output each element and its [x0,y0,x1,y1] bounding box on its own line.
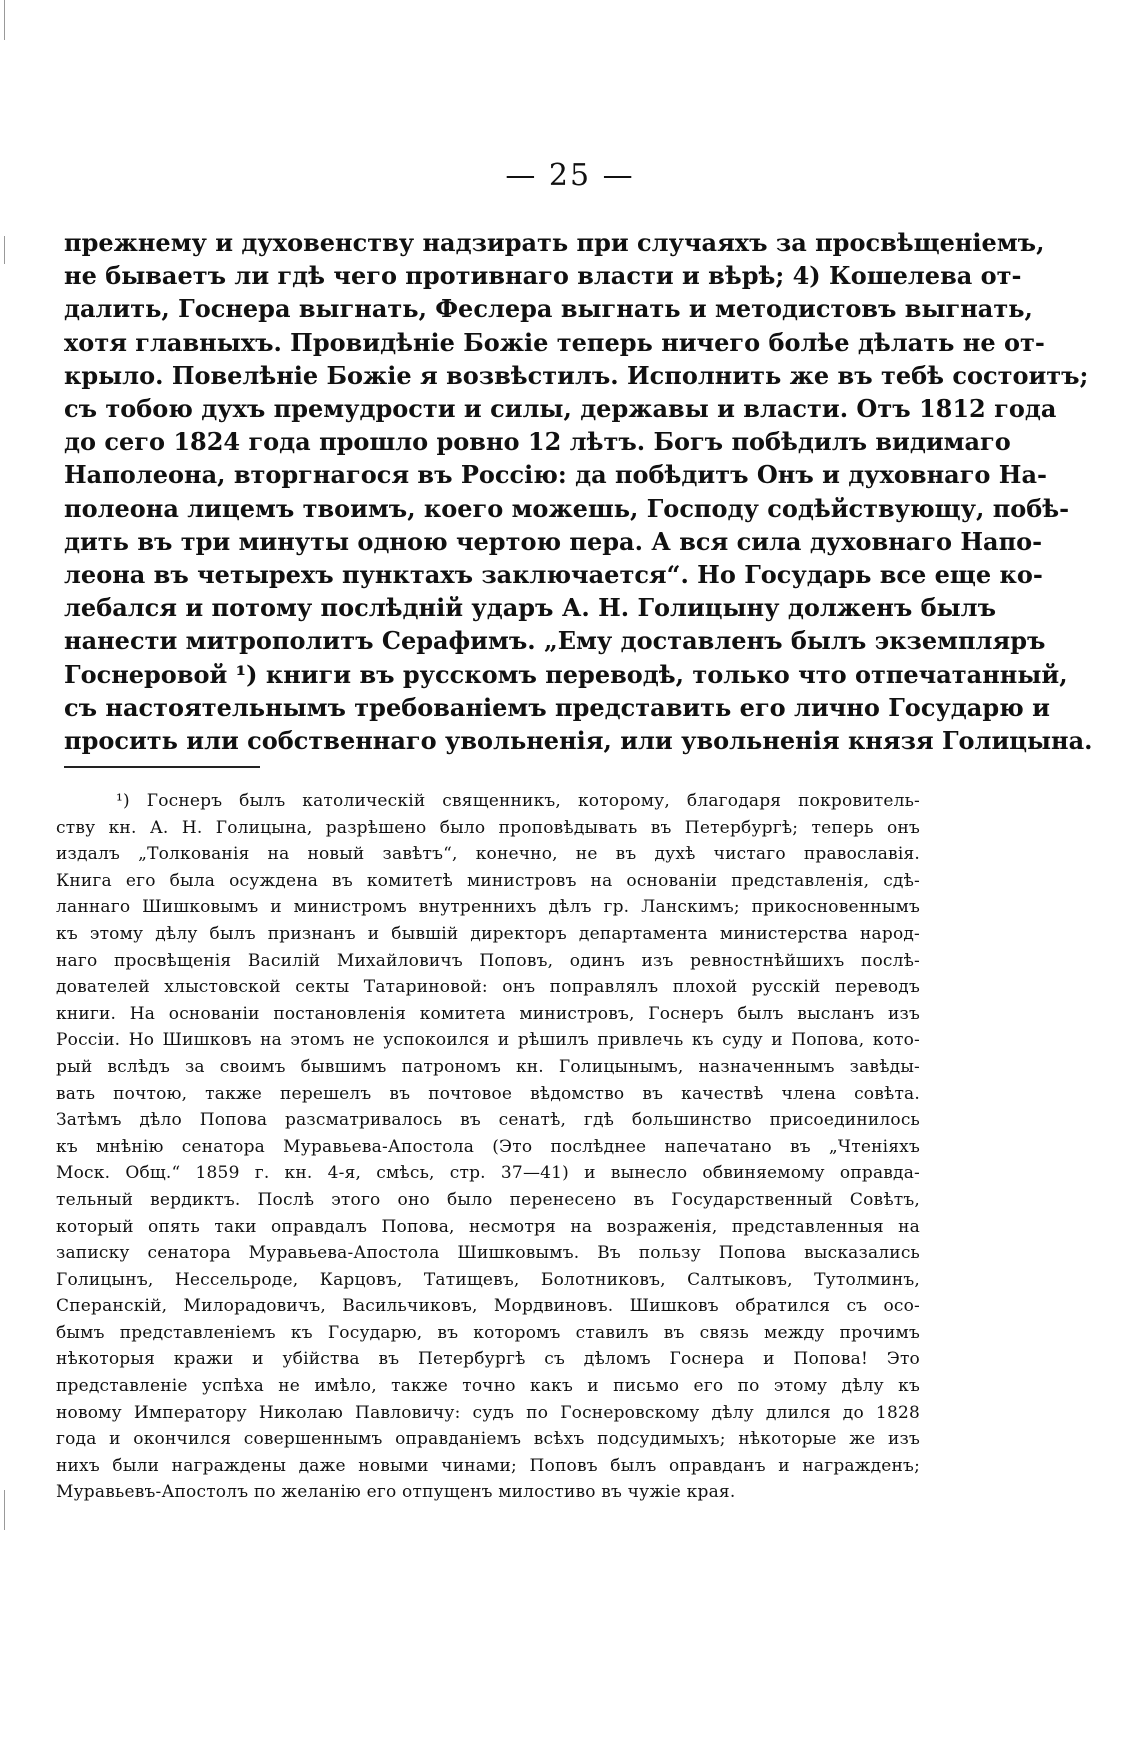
footnote [56,788,920,1506]
main-text-line: нанести митрополитъ Серафимъ. „Ему доставленъ былъ экземпляръ [64,626,1046,656]
main-text-line: дить въ три минуты одною чертою пера. А вся сила духовнаго Напо- [64,526,1043,556]
footnote-line: который опять таки оправдалъ Попова, несмотря на возраженія, представленныя на [56,1216,920,1237]
footnote-line: издалъ „Толкованія на новый завѣтъ“, конечно, не въ духѣ чистаго православія. [56,844,920,865]
footnote-line: нихъ были награждены даже новыми чинами; Поповъ былъ оправданъ и награжденъ; [56,1455,920,1476]
footnote-line: ¹) Госнеръ былъ католическій священникъ, которому, благодаря покровитель- [116,791,920,811]
left-edge-mark-top [4,0,5,40]
footnote-line: Сперанскій, Милорадовичъ, Васильчиковъ, Мордвиновъ. Шишковъ обратился съ осо- [56,1296,920,1317]
footnote-line: года и окончился совершеннымъ оправданіемъ всѣхъ подсудимыхъ; нѣкоторые же изъ [56,1429,920,1450]
footnote-line: Муравьевъ-Апостолъ по желанію его отпущенъ милостиво въ чужіе края. [56,1482,736,1503]
main-text-line: леона въ четырехъ пунктахъ заключается“. Но Государь все еще ко- [64,560,1043,590]
main-text-line: просить или собственнаго увольненія, или увольненія князя Голицына. [64,726,1093,756]
main-text-line: лебался и потому послѣдній ударъ А. Н. Голицыну долженъ былъ [64,593,997,623]
footnote-line: представленіе успѣха не имѣло, также точно какъ и письмо его по этому дѣлу къ [56,1376,920,1397]
footnote-line: вать почтою, также перешелъ въ почтовое вѣдомство въ качествѣ члена совѣта. [56,1083,920,1104]
main-text-line: прежнему и духовенству надзирать при случаяхъ за просвѣщеніемъ, [64,228,1045,257]
footnote-line: Моск. Общ.“ 1859 г. кн. 4-я, смѣсь, стр. 37—41) и вынесло обвиняемому оправда- [56,1163,920,1184]
footnote-line: Книга его была осуждена въ комитетѣ министровъ на основаніи представленія, сдѣ- [56,870,920,891]
footnote-line: дователей хлыстовской секты Татариновой: онъ поправлялъ плохой русскій переводъ [56,977,920,998]
main-text-line: полеона лицемъ твоимъ, коего можешь, Господу содѣйствующу, побѣ- [64,493,1070,523]
main-text [64,226,1093,757]
main-text-line: съ настоятельнымъ требованіемъ представить его лично Государю и [64,692,1050,722]
footnote-line: Голицынъ, Нессельроде, Карцовъ, Татищевъ, Болотниковъ, Салтыковъ, Тутолминъ, [56,1269,920,1290]
main-text-line: Наполеона, вторгнагося въ Россію: да побѣдитъ Онъ и духовнаго На- [64,460,1047,490]
page-number: — 25 — [505,158,635,193]
main-text-line: не бываетъ ли гдѣ чего противнаго власти и вѣрѣ; 4) Кошелева от- [64,261,1022,291]
main-text-line: крыло. Повелѣніе Божіе я возвѣстилъ. Исполнить же въ тебѣ состоитъ; [64,360,1089,390]
footnote-line: бымъ представленіемъ къ Государю, въ которомъ ставилъ въ связь между прочимъ [56,1322,920,1343]
left-edge-mark-middle [4,236,5,264]
footnote-line: тельный вердиктъ. Послѣ этого оно было перенесено въ Государственный Совѣтъ, [56,1189,920,1210]
main-text-line: Госнеровой ¹) книги въ русскомъ переводѣ, только что отпечатанный, [64,659,1068,689]
main-text-line: съ тобою духъ премудрости и силы, державы и власти. Отъ 1812 года [64,394,1057,424]
footnote-line: ланнаго Шишковымъ и министромъ внутреннихъ дѣлъ гр. Ланскимъ; прикосновеннымъ [56,897,920,918]
footnote-line: къ мнѣнію сенатора Муравьева-Апостола (Это послѣднее напечатано въ „Чтеніяхъ [56,1136,920,1157]
footnote-line: рый вслѣдъ за своимъ бывшимъ патрономъ кн. Голицынымъ, назначеннымъ завѣды- [56,1056,920,1077]
footnote-divider [64,766,260,768]
main-text-line: до сего 1824 года прошло ровно 12 лѣтъ. Богъ побѣдилъ видимаго [64,427,1011,457]
main-text-line: далить, Госнера выгнать, Феслера выгнать и методистовъ выгнать, [64,294,1033,324]
footnote-line: новому Императору Николаю Павловичу: судъ по Госнеровскому дѣлу длился до 1828 [56,1402,920,1423]
footnote-line: Затѣмъ дѣло Попова разсматривалось въ сенатѣ, гдѣ большинство присоединилось [56,1110,920,1131]
main-text-line: хотя главныхъ. Провидѣніе Божіе теперь ничего болѣе дѣлать не от- [64,327,1045,357]
footnote-line: къ этому дѣлу былъ признанъ и бывшій директоръ департамента министерства народ- [56,923,920,944]
footnote-line: нѣкоторыя кражи и убійства въ Петербургѣ съ дѣломъ Госнера и Попова! Это [56,1349,920,1370]
footnote-line: наго просвѣщенія Василій Михайловичъ Поповъ, одинъ изъ ревностнѣйшихъ послѣ- [56,950,920,971]
footnote-line: книги. На основаніи постановленія комитета министровъ, Госнеръ былъ высланъ изъ [56,1003,920,1024]
footnote-line: записку сенатора Муравьева-Апостола Шишковымъ. Въ пользу Попова высказались [56,1243,920,1264]
footnote-line: Россіи. Но Шишковъ на этомъ не успокоился и рѣшилъ привлечь къ суду и Попова, кото- [56,1030,920,1051]
left-edge-mark-bottom [4,1490,5,1530]
footnote-line: ству кн. А. Н. Голицына, разрѣшено было проповѣдывать въ Петербургѣ; теперь онъ [56,817,920,838]
